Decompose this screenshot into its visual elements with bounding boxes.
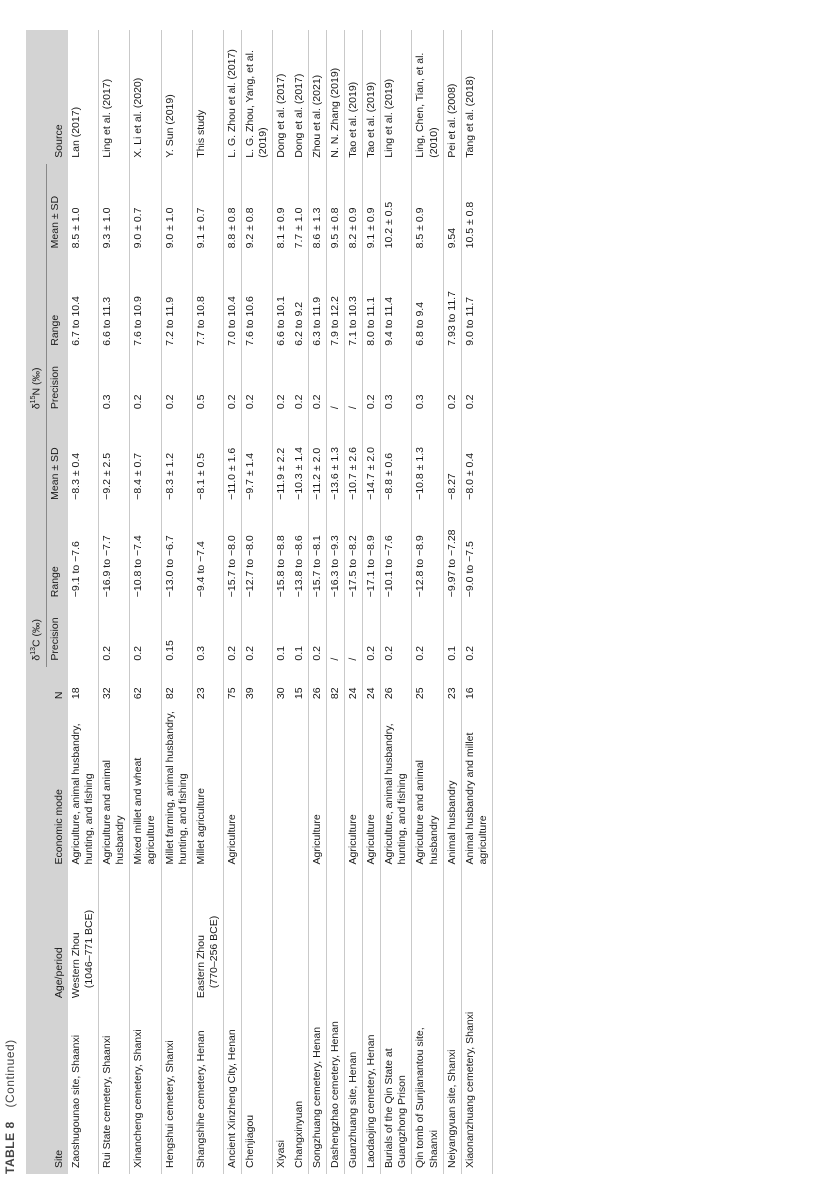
cell-source: Tao et al. (2019) — [363, 30, 381, 164]
cell-site: Guanzhuang site, Henan — [344, 1004, 362, 1174]
cell-c-mean: −8.1 ± 0.5 — [192, 415, 223, 506]
cell-source: Lan (2017) — [68, 30, 99, 164]
cell-n-precision: 0.5 — [192, 352, 223, 415]
cell-n: 82 — [326, 667, 344, 706]
header-c-precision: Precision — [46, 603, 68, 666]
cell-n-precision: 0.2 — [363, 352, 381, 415]
table-row — [273, 30, 291, 1174]
cell-age-period — [363, 870, 381, 1004]
cell-n: 26 — [381, 667, 412, 706]
cell-economic-mode: Agriculture, animal husbandry, hunting, and fishing — [68, 705, 99, 870]
cell-c-precision: 0.1 — [291, 603, 309, 666]
cell-n-range: 7.2 to 11.9 — [161, 254, 192, 351]
cell-site: Shangshihe cemetery, Henan — [192, 1004, 223, 1174]
cell-n-precision: 0.2 — [443, 352, 461, 415]
header-c-range: Range — [46, 506, 68, 603]
cell-economic-mode — [273, 705, 291, 870]
table-row — [68, 30, 99, 1174]
cell-c-range: −13.0 to −6.7 — [161, 506, 192, 603]
table-row — [381, 30, 412, 1174]
cell-site: Xiyasi — [275, 1139, 288, 1168]
table-row — [412, 30, 443, 1174]
cell-age-period — [99, 870, 130, 1004]
header-group-d15n: $\delta^{15}N$ (‰) — [26, 164, 46, 415]
cell-n: 26 — [308, 667, 326, 706]
cell-n-precision: 0.2 — [308, 352, 326, 415]
cell-source: L. G. Zhou, Yang, et al. (2019) — [242, 30, 273, 164]
cell-source: Tang et al. (2018) — [461, 30, 492, 164]
cell-source: Dong et al. (2017) — [291, 30, 309, 164]
cell-n-range: 6.2 to 9.2 — [291, 254, 309, 351]
header-site: Site — [26, 1004, 68, 1174]
cell-age-period — [381, 870, 412, 1004]
cell-c-range: −9.0 to −7.5 — [461, 506, 492, 603]
cell-n-range: 7.0 to 10.4 — [224, 254, 242, 351]
cell-n: 24 — [344, 667, 362, 706]
table-body — [68, 30, 493, 1174]
cell-c-mean: −8.4 ± 0.7 — [130, 415, 161, 506]
cell-n-range: 7.6 to 10.6 — [242, 254, 273, 351]
cell-n-mean: 7.7 ± 1.0 — [291, 164, 309, 255]
d13c-label: C (‰) — [30, 618, 43, 647]
age-period-name: Eastern Zhou — [194, 935, 207, 999]
header-n: N — [26, 667, 68, 706]
cell-c-precision: 0.2 — [461, 603, 492, 666]
cell-c-mean: −8.0 ± 0.4 — [461, 415, 492, 506]
cell-site: Xinancheng cemetery, Shanxi — [130, 1004, 161, 1174]
cell-age-period — [161, 870, 192, 1004]
d13c-superscript: 13 — [30, 646, 37, 655]
cell-age-period — [308, 870, 326, 1004]
table-header — [26, 30, 68, 1174]
table-row — [224, 30, 242, 1174]
cell-n-precision: 0.2 — [291, 352, 309, 415]
cell-c-precision: 0.15 — [161, 603, 192, 666]
cell-c-precision: / — [344, 603, 362, 666]
cell-n-mean: 8.5 ± 1.0 — [68, 164, 99, 255]
cell-age-period — [242, 870, 273, 1004]
cell-site: Laodaojing cemetery, Henan — [363, 1004, 381, 1174]
cell-n-range: 6.6 to 10.1 — [275, 296, 288, 346]
cell-c-mean: −11.0 ± 1.6 — [224, 415, 242, 506]
table-row — [242, 30, 273, 1174]
cell-c-precision: 0.2 — [99, 603, 130, 666]
cell-n-range: 7.93 to 11.7 — [443, 254, 461, 351]
cell-economic-mode: Animal husbandry and millet agriculture — [461, 705, 492, 870]
cell-c-precision: 0.3 — [192, 603, 223, 666]
header-source: Source — [26, 30, 68, 164]
cell-economic-mode: Millet agriculture — [192, 705, 223, 870]
cell-economic-mode: Agriculture and animal husbandry — [412, 705, 443, 870]
cell-c-range: −16.9 to −7.7 — [99, 506, 130, 603]
cell-age-period — [224, 870, 242, 1004]
cell-site: Neiyangyuan site, Shanxi — [443, 1004, 461, 1174]
cell-n-mean: 9.1 ± 0.9 — [363, 164, 381, 255]
cell-age-period — [130, 870, 161, 1004]
cell-n-precision: 0.2 — [161, 352, 192, 415]
cell-source: Ling et al. (2019) — [381, 30, 412, 164]
cell-n: 23 — [192, 667, 223, 706]
cell-c-precision: 0.2 — [363, 603, 381, 666]
cell-site: Xiaonanzhuang cemetery, Shanxi — [461, 1004, 492, 1174]
cell-c-range: −9.1 to −7.6 — [68, 506, 99, 603]
cell-c-mean: −9.7 ± 1.4 — [242, 415, 273, 506]
cell-c-precision: 0.2 — [308, 603, 326, 666]
cell-site: Zaoshugounao site, Shaanxi — [68, 1004, 99, 1174]
cell-c-range: −13.8 to −8.6 — [291, 506, 309, 603]
table-row — [192, 30, 223, 1174]
cell-c-mean: −10.7 ± 2.6 — [344, 415, 362, 506]
cell-n: 25 — [412, 667, 443, 706]
cell-n-range: 6.6 to 11.3 — [99, 254, 130, 351]
table-row — [443, 30, 461, 1174]
cell-n-precision: 0.2 — [130, 352, 161, 415]
cell-age-period — [443, 870, 461, 1004]
cell-source: Tao et al. (2019) — [344, 30, 362, 164]
cell-n-range: 9.0 to 11.7 — [461, 254, 492, 351]
cell-c-mean: −11.2 ± 2.0 — [308, 415, 326, 506]
cell-source: N. N. Zhang (2019) — [326, 30, 344, 164]
cell-c-mean: −10.3 ± 1.4 — [291, 415, 309, 506]
cell-n-range: 6.7 to 10.4 — [68, 254, 99, 351]
cell-economic-mode: Agriculture — [344, 705, 362, 870]
header-group-d13c: $\delta^{13}C$ (‰) — [26, 415, 46, 666]
cell-n-range: 8.0 to 11.1 — [363, 254, 381, 351]
cell-n-mean: 8.1 ± 0.9 — [275, 207, 288, 249]
cell-c-range: −17.5 to −8.2 — [344, 506, 362, 603]
cell-n: 15 — [291, 667, 309, 706]
cell-c-mean: −8.3 ± 0.4 — [68, 415, 99, 506]
cell-c-precision: 0.2 — [412, 603, 443, 666]
cell-source: Pei et al. (2008) — [443, 30, 461, 164]
cell-c-precision: 0.2 — [224, 603, 242, 666]
cell-economic-mode — [242, 705, 273, 870]
cell-n-mean: 10.2 ± 0.5 — [381, 164, 412, 255]
cell-n: 18 — [68, 667, 99, 706]
cell-n-precision: 0.3 — [412, 352, 443, 415]
cell-c-precision: 0.2 — [130, 603, 161, 666]
cell-n-mean: 9.2 ± 0.8 — [242, 164, 273, 255]
cell-economic-mode: Agriculture — [363, 705, 381, 870]
cell-c-range: −15.7 to −8.0 — [224, 506, 242, 603]
cell-age-period — [291, 870, 309, 1004]
table-row — [326, 30, 344, 1174]
cell-site: Burials of the Qin State at Guangzhong Prison — [381, 1004, 412, 1174]
cell-c-precision: 0.1 — [275, 646, 288, 661]
cell-n-mean: 8.5 ± 0.9 — [412, 164, 443, 255]
cell-economic-mode — [326, 705, 344, 870]
cell-n: 30 — [275, 687, 288, 700]
cell-n: 24 — [363, 667, 381, 706]
cell-n-mean: 8.2 ± 0.9 — [344, 164, 362, 255]
cell-economic-mode: Agriculture — [308, 705, 326, 870]
cell-n-mean: 9.0 ± 1.0 — [161, 164, 192, 255]
cell-age-period — [412, 870, 443, 1004]
cell-n: 16 — [461, 667, 492, 706]
cell-c-range: −9.4 to −7.4 — [192, 506, 223, 603]
cell-age-period — [326, 870, 344, 1004]
cell-n-mean: 8.8 ± 0.8 — [224, 164, 242, 255]
cell-c-range: −9.97 to −7.28 — [443, 506, 461, 603]
cell-n-precision: 0.3 — [381, 352, 412, 415]
cell-n-range: 7.9 to 12.2 — [326, 254, 344, 351]
cell-age-period — [192, 870, 223, 1004]
cell-n: 39 — [242, 667, 273, 706]
cell-age-period — [273, 870, 291, 1004]
cell-site: Hengshui cemetery, Shanxi — [161, 1004, 192, 1174]
cell-n: 23 — [443, 667, 461, 706]
table-row — [461, 30, 492, 1174]
cell-site: Qin tomb of Sunjianantou site, Shaanxi — [412, 1004, 443, 1174]
cell-n-precision: 0.2 — [242, 352, 273, 415]
cell-n: 75 — [224, 667, 242, 706]
d15n-superscript: 15 — [30, 395, 37, 404]
age-period-years: (770–256 BCE) — [207, 915, 220, 989]
cell-c-range: −17.1 to −8.9 — [363, 506, 381, 603]
table-row — [363, 30, 381, 1174]
table-continued-label: (Continued) — [3, 1039, 17, 1108]
cell-n-precision — [68, 352, 99, 415]
table-row — [308, 30, 326, 1174]
cell-c-mean: −13.6 ± 1.3 — [326, 415, 344, 506]
cell-n-range: 6.3 to 11.9 — [308, 254, 326, 351]
table-row — [99, 30, 130, 1174]
cell-n-precision: 0.2 — [224, 352, 242, 415]
cell-source: Ling et al. (2017) — [99, 30, 130, 164]
cell-n-precision: / — [344, 352, 362, 415]
cell-c-precision: / — [326, 603, 344, 666]
cell-source: This study — [192, 30, 223, 164]
cell-n: 32 — [99, 667, 130, 706]
cell-economic-mode: Millet farming, animal husbandry, hunting, and fishing — [161, 705, 192, 870]
cell-c-range: −12.7 to −8.0 — [242, 506, 273, 603]
header-economic-mode: Economic mode — [26, 705, 68, 870]
header-n-range: Range — [46, 254, 68, 351]
table-row — [291, 30, 309, 1174]
cell-n-precision: 0.2 — [275, 394, 288, 410]
cell-c-mean: −10.8 ± 1.3 — [412, 415, 443, 506]
header-n-mean: Mean ± SD — [46, 164, 68, 255]
header-n-precision: Precision — [46, 352, 68, 415]
cell-c-range: −15.7 to −8.1 — [308, 506, 326, 603]
cell-n-mean: 8.6 ± 1.3 — [308, 164, 326, 255]
cell-source: Ling, Chen, Tian, et al. (2010) — [412, 30, 443, 164]
isotope-data-table — [26, 30, 493, 1174]
cell-source: Zhou et al. (2021) — [308, 30, 326, 164]
table-caption — [3, 1039, 17, 1174]
cell-source: L. G. Zhou et al. (2017) — [224, 30, 242, 164]
cell-c-mean: −9.2 ± 2.5 — [99, 415, 130, 506]
cell-economic-mode: Animal husbandry — [443, 705, 461, 870]
cell-c-mean: −8.3 ± 1.2 — [161, 415, 192, 506]
cell-n-precision: 0.3 — [99, 352, 130, 415]
cell-n-range: 7.7 to 10.8 — [192, 254, 223, 351]
cell-c-range: −10.1 to −7.6 — [381, 506, 412, 603]
cell-c-mean: −8.8 ± 0.6 — [381, 415, 412, 506]
cell-source: Y. Sun (2019) — [161, 30, 192, 164]
cell-c-mean: −11.9 ± 2.2 — [275, 447, 288, 500]
cell-site: Rui State cemetery, Shaanxi — [99, 1004, 130, 1174]
cell-site: Chenjiagou — [242, 1004, 273, 1174]
cell-n-mean: 9.1 ± 0.7 — [192, 164, 223, 255]
age-period-name: Western Zhou — [69, 932, 82, 999]
cell-age-period — [344, 870, 362, 1004]
cell-n-range: 7.1 to 10.3 — [344, 254, 362, 351]
cell-source: Dong et al. (2017) — [275, 73, 288, 158]
cell-n-range: 7.6 to 10.9 — [130, 254, 161, 351]
cell-c-range: −12.8 to −8.9 — [412, 506, 443, 603]
cell-n-mean: 9.0 ± 0.7 — [130, 164, 161, 255]
cell-economic-mode: Mixed millet and wheat agriculture — [130, 705, 161, 870]
cell-economic-mode: Agriculture and animal husbandry — [99, 705, 130, 870]
cell-n-mean: 9.54 — [443, 164, 461, 255]
cell-n: 62 — [130, 667, 161, 706]
cell-c-precision: 0.1 — [443, 603, 461, 666]
cell-site: Changxinyuan — [291, 1004, 309, 1174]
cell-site: Songzhuang cemetery, Henan — [308, 1004, 326, 1174]
table-row — [130, 30, 161, 1174]
table-number: TABLE 8 — [3, 1121, 17, 1174]
table-row — [344, 30, 362, 1174]
cell-c-precision: 0.2 — [381, 603, 412, 666]
cell-c-precision: 0.2 — [242, 603, 273, 666]
cell-age-period — [68, 870, 99, 1004]
cell-source: X. Li et al. (2020) — [130, 30, 161, 164]
cell-c-range: −10.8 to −7.4 — [130, 506, 161, 603]
cell-site: Dashengzhao cemetery, Henan — [326, 1004, 344, 1174]
cell-c-range: −15.8 to −8.8 — [275, 535, 288, 598]
cell-age-period — [461, 870, 492, 1004]
cell-c-precision — [68, 603, 99, 666]
d15n-label: N (‰) — [30, 367, 43, 396]
cell-c-mean: −14.7 ± 2.0 — [363, 415, 381, 506]
cell-n-mean: 10.5 ± 0.8 — [461, 164, 492, 255]
cell-n-range: 9.4 to 11.4 — [381, 254, 412, 351]
cell-n-mean: 9.5 ± 0.8 — [326, 164, 344, 255]
cell-n-range: 6.8 to 9.4 — [412, 254, 443, 351]
table-row — [161, 30, 192, 1174]
cell-economic-mode — [291, 705, 309, 870]
cell-economic-mode: Agriculture, animal husbandry, hunting, and fishing — [381, 705, 412, 870]
cell-n-precision: / — [326, 352, 344, 415]
cell-c-range: −16.3 to −9.3 — [326, 506, 344, 603]
cell-n-precision: 0.2 — [461, 352, 492, 415]
cell-n: 82 — [161, 667, 192, 706]
cell-site: Ancient Xinzheng City, Henan — [224, 1004, 242, 1174]
header-c-mean: Mean ± SD — [46, 415, 68, 506]
header-age-period: Age/period — [26, 870, 68, 1004]
cell-economic-mode: Agriculture — [224, 705, 242, 870]
age-period-years: (1046–771 BCE) — [82, 909, 95, 989]
cell-c-mean: −8.27 — [443, 415, 461, 506]
cell-n-mean: 9.3 ± 1.0 — [99, 164, 130, 255]
